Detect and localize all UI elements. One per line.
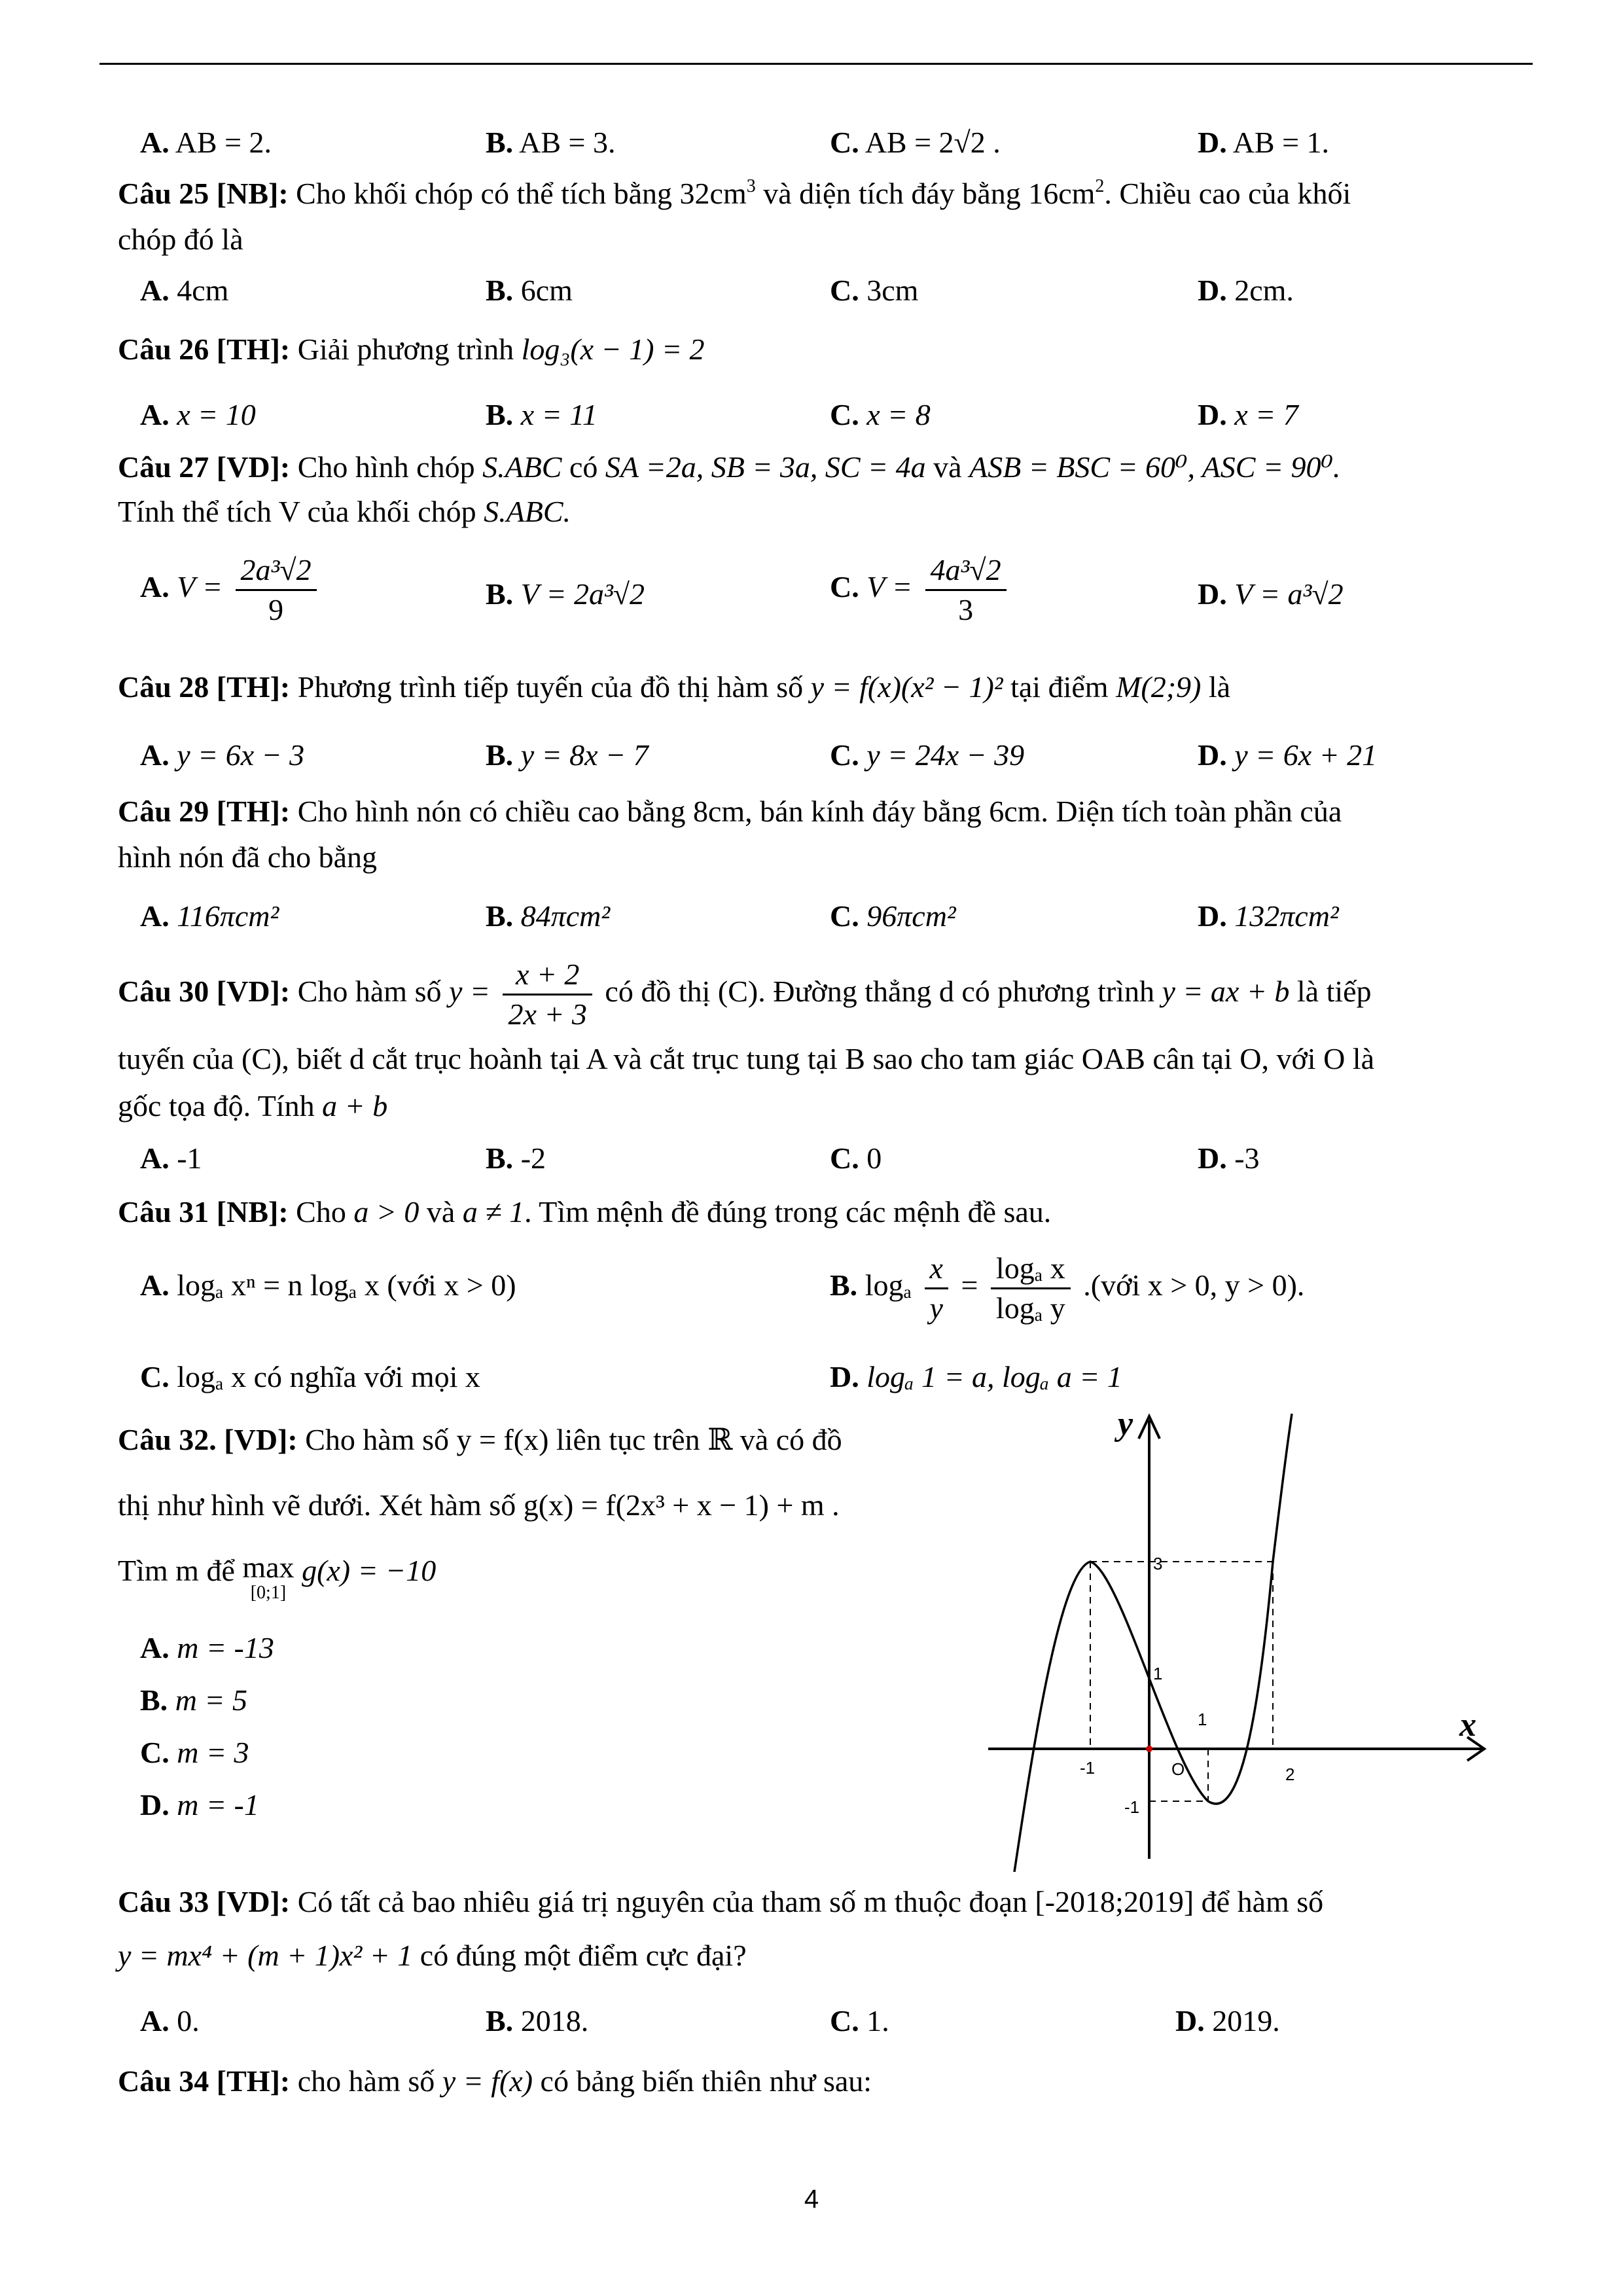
q32-option-a: A. m = -13 bbox=[140, 1631, 274, 1664]
y-axis-label: y bbox=[1118, 1405, 1133, 1443]
q24-option-a: A. AB = 2. bbox=[140, 126, 272, 159]
tick-label-1-y: 1 bbox=[1153, 1664, 1163, 1683]
q24-option-b: B. AB = 3. bbox=[486, 126, 616, 159]
q26-option-b: B. x = 11 bbox=[486, 398, 597, 431]
q31-option-d: D. logₐ 1 = a, logₐ a = 1 bbox=[830, 1360, 1122, 1393]
q30-option-b: B. -2 bbox=[486, 1141, 546, 1175]
q25-option-b: B. 6cm bbox=[486, 274, 573, 307]
q24-option-c: C. AB = 2√2 . bbox=[830, 126, 1001, 159]
q31-option-b: B. logₐ $\frac{x}{y}$ = $\frac{\text{logₐ x}}{\text{logₐ y}}$ .(với x > 0, y > 0). bbox=[830, 1244, 1304, 1327]
page-number: 4 bbox=[804, 2185, 819, 2214]
tick-label-1-x: 1 bbox=[1198, 1710, 1207, 1729]
q29-option-d: D. 132πcm² bbox=[1198, 899, 1339, 933]
x-axis-label: x bbox=[1459, 1706, 1476, 1744]
q33-stem: Câu 33 [VD]: Có tất cả bao nhiêu giá trị nguyên của tham số m thuộc đoạn [-2018;2019] để hàm số bbox=[118, 1885, 1324, 1918]
q25-option-d: D. 2cm. bbox=[1198, 274, 1294, 307]
q25-option-c: C. 3cm bbox=[830, 274, 919, 307]
q26-option-c: C. x = 8 bbox=[830, 398, 931, 431]
q24-option-d: D. AB = 1. bbox=[1198, 126, 1330, 159]
q28-option-b: B. y = 8x − 7 bbox=[486, 738, 649, 772]
q33-option-a: A. 0. bbox=[140, 2004, 200, 2037]
q27-stem-cont: Tính thể tích V của khối chóp S.ABC. bbox=[118, 495, 571, 528]
function-graph bbox=[975, 1401, 1499, 1872]
q30-option-d: D. -3 bbox=[1198, 1141, 1260, 1175]
origin-label: O bbox=[1171, 1759, 1185, 1779]
q32-max-operator: max [0;1] bbox=[242, 1551, 294, 1603]
q30-stem-cont: tuyến của (C), biết d cắt trục hoành tại A và cắt trục tung tại B sao cho tam giác OAB cân tại O, với O là bbox=[118, 1042, 1374, 1075]
q27-option-a: A. V = $\frac{\text{2a³√2}}{9}$ bbox=[140, 551, 322, 629]
q32-option-d: D. m = -1 bbox=[140, 1788, 259, 1821]
q28-option-a: A. y = 6x − 3 bbox=[140, 738, 305, 772]
q31-b-fraction-right: $\frac{\text{logₐ x}}{\text{logₐ y}}$ bbox=[991, 1249, 1071, 1327]
q30-option-c: C. 0 bbox=[830, 1141, 882, 1175]
q27-option-b: B. V = 2a³√2 bbox=[486, 577, 645, 611]
q33-option-d: D. 2019. bbox=[1175, 2004, 1280, 2037]
q25-stem: Câu 25 [NB]: Cho khối chóp có thể tích bằng $32cm^3$ và diện tích đáy bằng $16cm^2$. Chiều cao của khối bbox=[118, 176, 1351, 210]
q27-option-c: C. V = $\frac{\text{4a³√2}}{3}$ bbox=[830, 551, 1012, 629]
q32-stem-cont2: Tìm m để max [0;1] g(x) = −10 bbox=[118, 1551, 437, 1603]
q27-option-d: D. V = a³√2 bbox=[1198, 577, 1344, 611]
q28-option-d: D. y = 6x + 21 bbox=[1198, 738, 1378, 772]
tick-label-2: 2 bbox=[1285, 1765, 1295, 1784]
q25-option-a: A. 4cm bbox=[140, 274, 229, 307]
q30-stem-cont2: gốc tọa độ. Tính a + b bbox=[118, 1089, 388, 1122]
q33-option-b: B. 2018. bbox=[486, 2004, 589, 2037]
q29-option-c: C. 96πcm² bbox=[830, 899, 956, 933]
q30-fraction: $\frac{x + 2}{2x + 3}$ bbox=[503, 956, 592, 1033]
q32-option-b: B. m = 5 bbox=[140, 1683, 247, 1717]
function-curve bbox=[1014, 1414, 1295, 1872]
tick-label-minus1-y: -1 bbox=[1124, 1797, 1140, 1817]
q31-option-c: C. logₐ x có nghĩa với mọi x bbox=[140, 1360, 480, 1393]
origin-point bbox=[1146, 1746, 1152, 1752]
q26-stem: Câu 26 [TH]: Giải phương trình log₃(x − 1) = 2 bbox=[118, 332, 705, 366]
q27-stem: Câu 27 [VD]: Cho hình chóp S.ABC có SA =2a, SB = 3a, SC = 4a và ASB = BSC = 60⁰, ASC = 90⁰. bbox=[118, 450, 1341, 484]
q32-stem: Câu 32. [VD]: Cho hàm số y = f(x) liên tục trên ℝ và có đồ bbox=[118, 1423, 842, 1456]
q29-stem-cont: hình nón đã cho bằng bbox=[118, 840, 378, 874]
q31-option-a: A. logₐ xⁿ = n logₐ x (với x > 0) bbox=[140, 1268, 516, 1302]
q33-option-c: C. 1. bbox=[830, 2004, 889, 2037]
q28-stem: Câu 28 [TH]: Phương trình tiếp tuyến của đồ thị hàm số y = f(x)(x² − 1)² tại điểm M(2;9) là bbox=[118, 670, 1231, 704]
q31-stem: Câu 31 [NB]: Cho a > 0 và a ≠ 1. Tìm mệnh đề đúng trong các mệnh đề sau. bbox=[118, 1195, 1052, 1229]
q32-option-c: C. m = 3 bbox=[140, 1736, 249, 1769]
q30-option-a: A. -1 bbox=[140, 1141, 202, 1175]
q26-option-a: A. x = 10 bbox=[140, 398, 256, 431]
q31-b-fraction-left: $\frac{x}{y}$ bbox=[925, 1249, 948, 1327]
q30-stem: Câu 30 [VD]: Cho hàm số y = $\frac{x + 2}{2x + 3}$ có đồ thị (C). Đường thẳng d có phương trình y = ax + b là tiếp bbox=[118, 950, 1372, 1033]
q25-stem-cont: chóp đó là bbox=[118, 223, 243, 256]
q29-option-a: A. 116πcm² bbox=[140, 899, 279, 933]
q32-stem-cont: thị như hình vẽ dưới. Xét hàm số g(x) = f(2x³ + x − 1) + m . bbox=[118, 1488, 840, 1522]
header-rule bbox=[99, 63, 1533, 65]
tick-label-minus1-x: -1 bbox=[1080, 1758, 1096, 1778]
q33-stem-cont: y = mx⁴ + (m + 1)x² + 1 có đúng một điểm cực đại? bbox=[118, 1939, 747, 1972]
q34-stem: Câu 34 [TH]: cho hàm số y = f(x) có bảng biến thiên như sau: bbox=[118, 2064, 872, 2098]
q29-option-b: B. 84πcm² bbox=[486, 899, 611, 933]
q27-c-fraction: $\frac{\text{4a³√2}}{3}$ bbox=[925, 551, 1007, 629]
q28-option-c: C. y = 24x − 39 bbox=[830, 738, 1025, 772]
q27-a-fraction: $\frac{\text{2a³√2}}{9}$ bbox=[236, 551, 317, 629]
q26-option-d: D. x = 7 bbox=[1198, 398, 1298, 431]
tick-label-3: 3 bbox=[1153, 1554, 1163, 1573]
q29-stem: Câu 29 [TH]: Cho hình nón có chiều cao bằng 8cm, bán kính đáy bằng 6cm. Diện tích toàn phần của bbox=[118, 795, 1342, 828]
